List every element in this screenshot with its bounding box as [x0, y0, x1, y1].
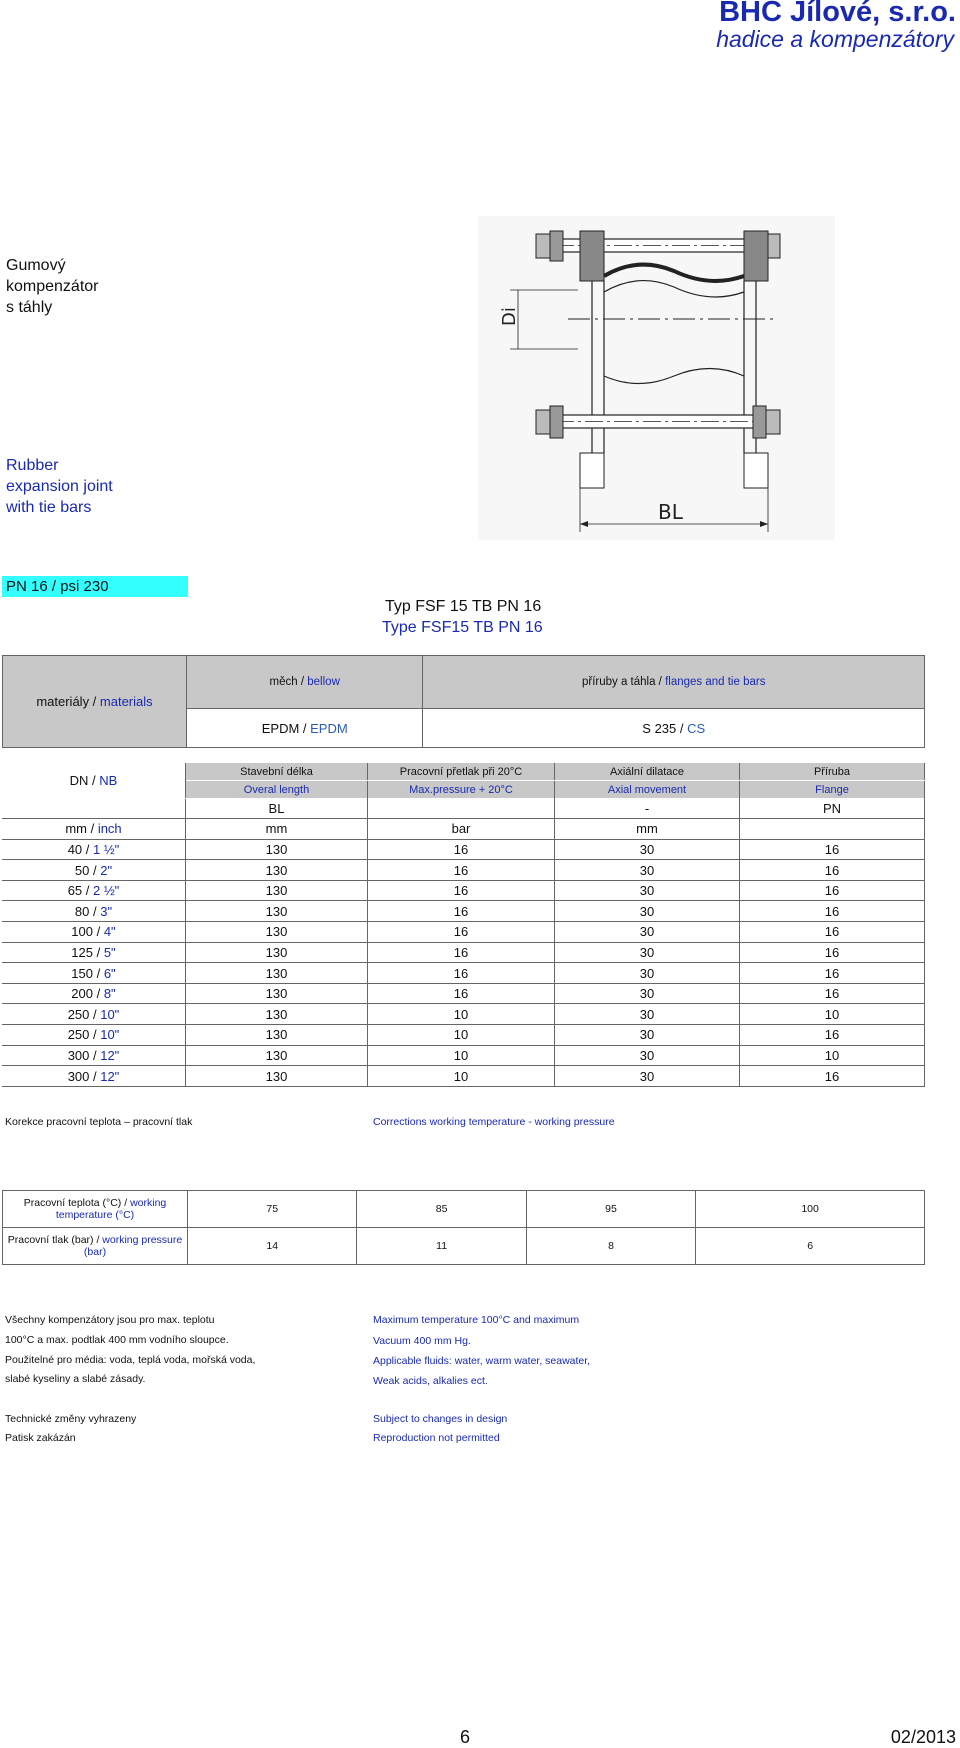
value-cell: 10: [368, 1045, 555, 1066]
pressure-value: 11: [357, 1228, 526, 1265]
value-cell: 16: [740, 1025, 925, 1046]
title-en-line: Rubber: [6, 457, 59, 474]
dimensions-table: [2, 763, 925, 1087]
value-cell: 16: [740, 839, 925, 860]
note-en: Maximum temperature 100°C and maximum: [373, 1314, 580, 1326]
bellow-material: EPDM / EPDM: [187, 709, 423, 748]
table-row: [2, 1066, 925, 1087]
symbol-cell: [368, 798, 555, 819]
temperature-value: 85: [357, 1191, 526, 1228]
corrections-table: [2, 1190, 925, 1265]
symbol-cell: BL: [186, 798, 368, 819]
table-row: [2, 983, 925, 1004]
dn-header: DN / NB: [2, 763, 186, 798]
pressure-label: Pracovní tlak (bar) / working pressure (bar): [3, 1228, 188, 1265]
corrections-title-english: Corrections working temperature - working pressure: [373, 1116, 615, 1128]
unit-cell: [740, 819, 925, 840]
pressure-value: 6: [696, 1228, 925, 1265]
value-cell: 30: [555, 880, 740, 901]
dn-cell: 300 / 12": [2, 1066, 186, 1087]
dn-cell: 300 / 12": [2, 1045, 186, 1066]
materials-label: materiály / materials: [3, 656, 187, 748]
note-en: Applicable fluids: water, warm water, seawater,: [373, 1355, 591, 1367]
value-cell: 30: [555, 963, 740, 984]
value-cell: 30: [555, 1066, 740, 1087]
temperature-label: Pracovní teplota (°C) / working temperature (°C): [3, 1191, 188, 1228]
flange-material: S 235 / CS: [423, 709, 925, 748]
value-cell: 16: [368, 880, 555, 901]
value-cell: 130: [186, 901, 368, 922]
table-row: [2, 1045, 925, 1066]
value-cell: 130: [186, 963, 368, 984]
note-en: Vacuum 400 mm Hg.: [373, 1335, 471, 1347]
materials-table: [2, 655, 925, 748]
bellow-header: měch / bellow: [187, 656, 423, 709]
value-cell: 130: [186, 1004, 368, 1025]
value-cell: 30: [555, 1025, 740, 1046]
value-cell: 130: [186, 1025, 368, 1046]
value-cell: 30: [555, 983, 740, 1004]
value-cell: 16: [368, 860, 555, 881]
note-en: Weak acids, alkalies ect.: [373, 1375, 488, 1387]
unit-cell: mm: [555, 819, 740, 840]
table-row: [2, 839, 925, 860]
value-cell: 16: [740, 922, 925, 943]
type-label-english: Type FSF15 TB PN 16: [382, 619, 543, 636]
value-cell: 130: [186, 942, 368, 963]
note-cz: slabé kyseliny a slabé zásady.: [5, 1373, 146, 1385]
company-tagline: hadice a kompenzátory: [716, 26, 954, 52]
value-cell: 16: [368, 942, 555, 963]
col-header-en: Overal length: [186, 781, 368, 799]
title-cz-line: s táhly: [6, 299, 53, 316]
value-cell: 30: [555, 1045, 740, 1066]
value-cell: 16: [368, 983, 555, 1004]
dn-cell: 125 / 5": [2, 942, 186, 963]
value-cell: 30: [555, 1004, 740, 1025]
value-cell: 16: [740, 901, 925, 922]
value-cell: 16: [368, 922, 555, 943]
table-row: [2, 942, 925, 963]
unit-cell: mm / inch: [2, 819, 186, 840]
table-row: [2, 1025, 925, 1046]
col-header-cz: Příruba: [740, 763, 925, 781]
value-cell: 16: [740, 983, 925, 1004]
value-cell: 16: [368, 839, 555, 860]
value-cell: 130: [186, 1066, 368, 1087]
symbol-cell: PN: [740, 798, 925, 819]
page-date: 02/2013: [890, 1727, 956, 1747]
value-cell: 16: [368, 963, 555, 984]
dim-label-bl: BL: [658, 500, 683, 524]
footer-note-cz: Patisk zakázán: [5, 1432, 76, 1444]
footer-note-cz: Technické změny vyhrazeny: [5, 1413, 137, 1425]
dim-label-di: Di: [499, 307, 520, 326]
table-row: [2, 963, 925, 984]
value-cell: 130: [186, 1045, 368, 1066]
unit-cell: mm: [186, 819, 368, 840]
value-cell: 130: [186, 983, 368, 1004]
value-cell: 16: [740, 1066, 925, 1087]
value-cell: 16: [740, 860, 925, 881]
value-cell: 16: [740, 942, 925, 963]
title-en-line: with tie bars: [6, 499, 92, 516]
title-cz-line: Gumový: [6, 257, 66, 274]
dn-cell: 250 / 10": [2, 1004, 186, 1025]
table-row: [2, 901, 925, 922]
value-cell: 30: [555, 901, 740, 922]
temperature-value: 75: [188, 1191, 357, 1228]
dn-cell: 100 / 4": [2, 922, 186, 943]
pressure-class-banner: PN 16 / psi 230: [2, 576, 188, 597]
value-cell: 30: [555, 922, 740, 943]
value-cell: 10: [368, 1066, 555, 1087]
footer-note-en: Reproduction not permitted: [373, 1432, 500, 1444]
dn-cell: 50 / 2": [2, 860, 186, 881]
col-header-en: Axial movement: [555, 781, 740, 799]
corrections-title-czech: Korekce pracovní teplota – pracovní tlak: [5, 1116, 193, 1128]
note-cz: Všechny kompenzátory jsou pro max. teplotu: [5, 1314, 215, 1326]
title-cz-line: kompenzátor: [6, 278, 99, 295]
dn-cell: 65 / 2 ½": [2, 880, 186, 901]
note-cz: Použitelné pro média: voda, teplá voda, mořská voda,: [5, 1354, 256, 1366]
title-czech: [6, 255, 156, 318]
value-cell: 16: [740, 963, 925, 984]
table-row: [2, 922, 925, 943]
value-cell: 10: [368, 1004, 555, 1025]
table-row: [2, 860, 925, 881]
pressure-value: 14: [188, 1228, 357, 1265]
table-row: [2, 880, 925, 901]
dn-cell: 80 / 3": [2, 901, 186, 922]
value-cell: 30: [555, 860, 740, 881]
flanges-header: příruby a táhla / flanges and tie bars: [423, 656, 925, 709]
temperature-value: 100: [696, 1191, 925, 1228]
value-cell: 16: [368, 901, 555, 922]
company-name: BHC Jílové, s.r.o.: [719, 0, 956, 28]
value-cell: 10: [368, 1025, 555, 1046]
col-header-cz: Axiální dilatace: [555, 763, 740, 781]
dn-cell: 200 / 8": [2, 983, 186, 1004]
temperature-value: 95: [526, 1191, 695, 1228]
col-header-en: Max.pressure + 20°C: [368, 781, 555, 799]
dn-cell: 150 / 6": [2, 963, 186, 984]
symbol-cell: [2, 798, 186, 819]
value-cell: 16: [740, 880, 925, 901]
footer-note-en: Subject to changes in design: [373, 1413, 508, 1425]
title-english: [6, 455, 156, 518]
value-cell: 10: [740, 1004, 925, 1025]
unit-cell: bar: [368, 819, 555, 840]
dn-cell: 40 / 1 ½": [2, 839, 186, 860]
value-cell: 10: [740, 1045, 925, 1066]
table-row: [2, 1004, 925, 1025]
expansion-joint-drawing: [478, 216, 835, 540]
symbol-cell: -: [555, 798, 740, 819]
col-header-cz: Stavební délka: [186, 763, 368, 781]
value-cell: 130: [186, 922, 368, 943]
title-en-line: expansion joint: [6, 478, 113, 495]
col-header-cz: Pracovní přetlak při 20°C: [368, 763, 555, 781]
value-cell: 130: [186, 880, 368, 901]
value-cell: 130: [186, 860, 368, 881]
pressure-value: 8: [526, 1228, 695, 1265]
value-cell: 30: [555, 942, 740, 963]
note-cz: 100°C a max. podtlak 400 mm vodního sloupce.: [5, 1334, 229, 1346]
value-cell: 30: [555, 839, 740, 860]
value-cell: 130: [186, 839, 368, 860]
dn-cell: 250 / 10": [2, 1025, 186, 1046]
type-label-czech: Typ FSF 15 TB PN 16: [385, 598, 542, 615]
page-number: 6: [460, 1727, 471, 1747]
col-header-en: Flange: [740, 781, 925, 799]
